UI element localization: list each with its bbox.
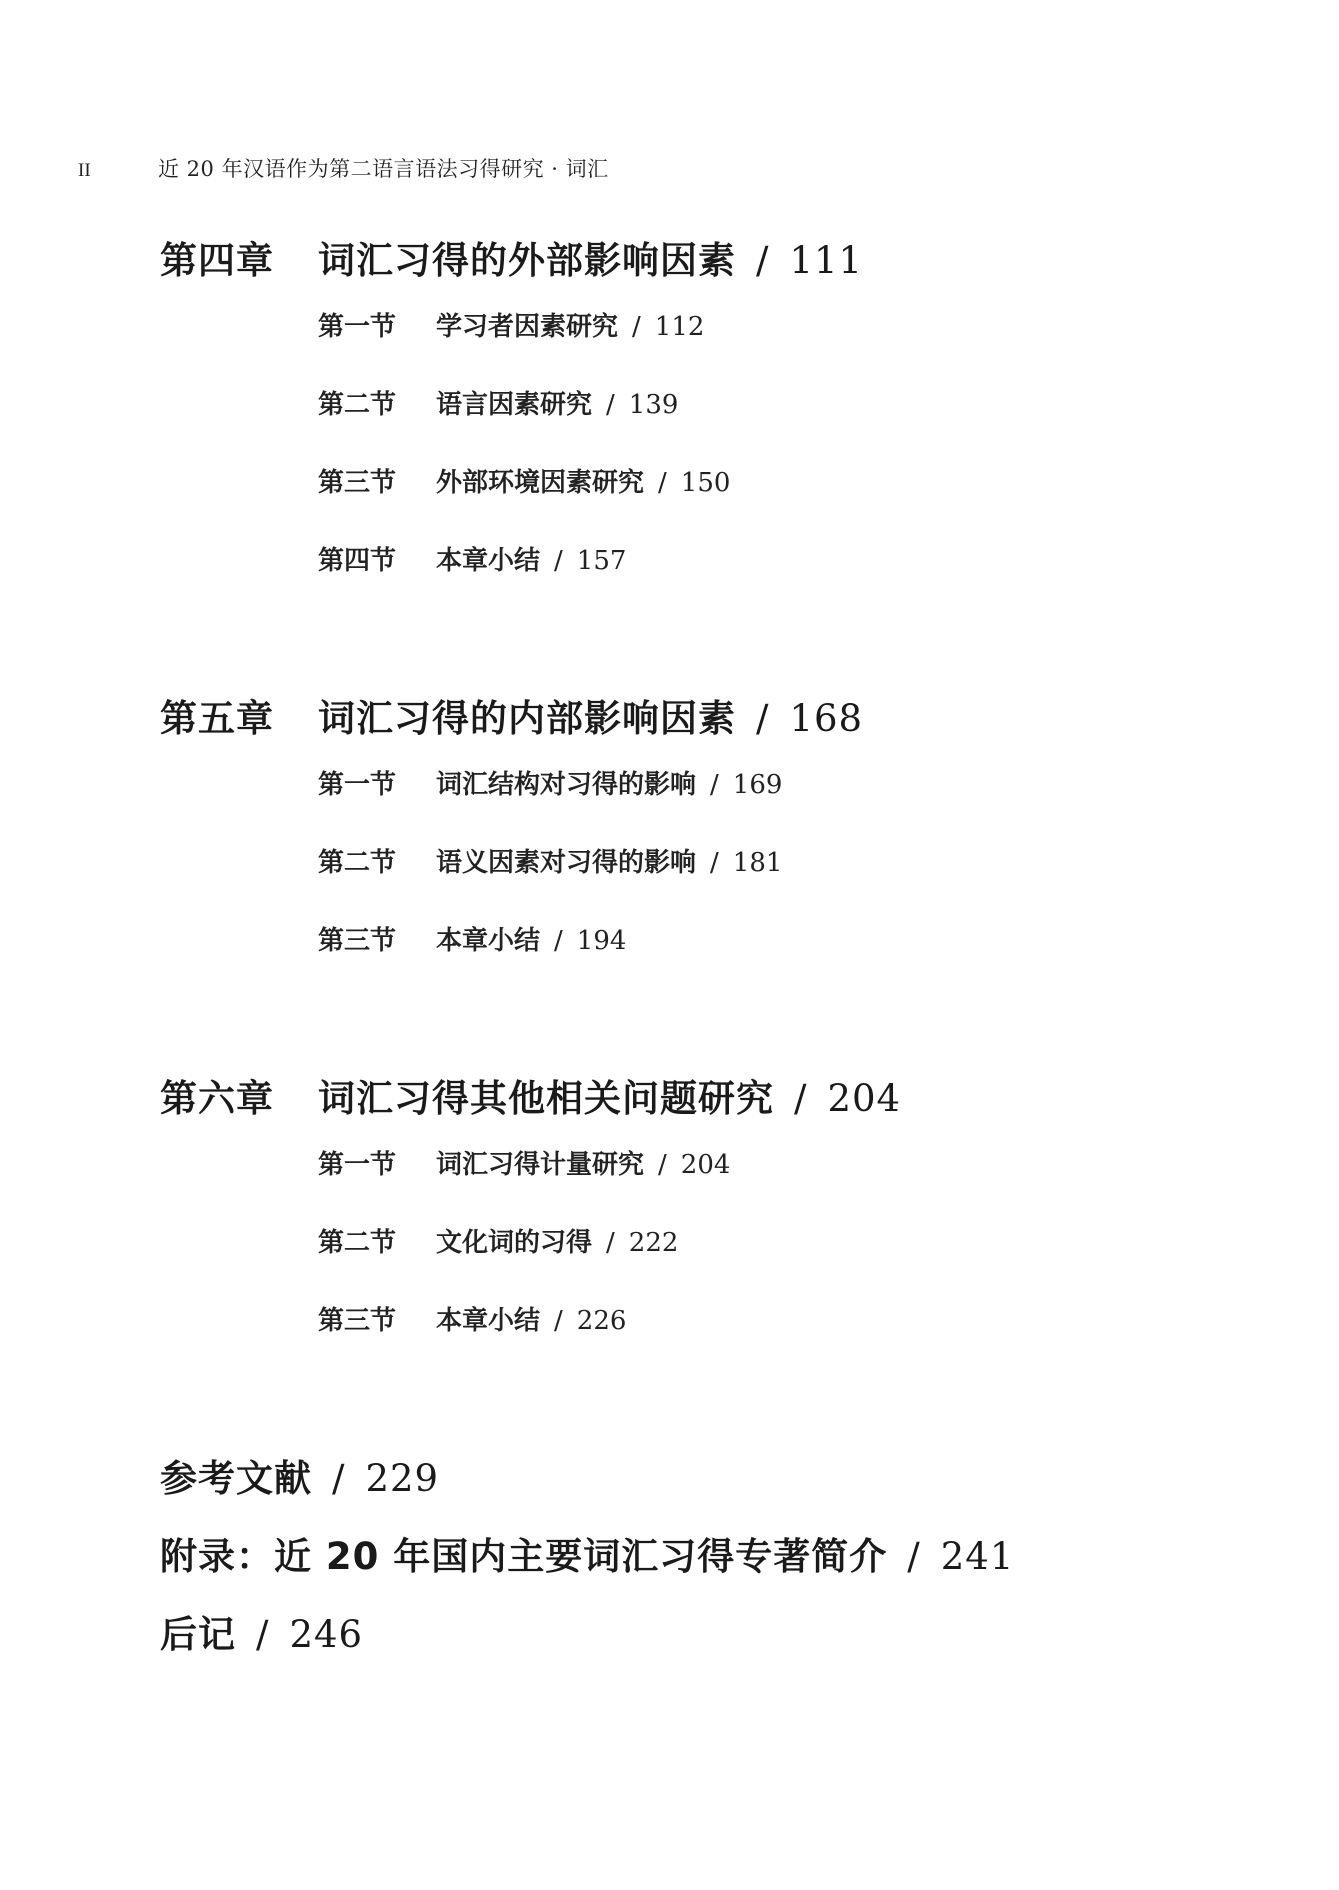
book-title: 近 20 年汉语作为第二语言语法习得研究 · 词汇 <box>158 157 609 181</box>
section-title: 词汇习得计量研究 <box>436 1150 645 1180</box>
entry-title: 附录：近 20 年国内主要词汇习得专著简介 <box>160 1535 888 1578</box>
entry-page: 241 <box>940 1535 1015 1578</box>
section-number: 第二节 <box>318 848 397 878</box>
section-entry[interactable] <box>318 764 1260 842</box>
entry-page: 229 <box>365 1457 440 1500</box>
section-list <box>318 306 1260 618</box>
section-entry[interactable] <box>318 540 1260 618</box>
separator: / <box>632 312 641 342</box>
back-matter-entry-appendix[interactable] <box>160 1526 1260 1604</box>
section-number: 第三节 <box>318 1306 397 1336</box>
section-page: 157 <box>576 546 627 576</box>
chapter-heading[interactable] <box>160 1068 1260 1128</box>
section-entry[interactable] <box>318 306 1260 384</box>
page-number: II <box>78 160 91 181</box>
separator: / <box>658 1150 667 1180</box>
section-list <box>318 764 1260 998</box>
separator: / <box>794 1077 808 1120</box>
section-page: 181 <box>732 848 783 878</box>
back-matter-entry-afterword[interactable] <box>160 1604 1260 1682</box>
separator: / <box>554 546 563 576</box>
chapter-title: 词汇习得其他相关问题研究 <box>318 1077 774 1120</box>
separator: / <box>710 770 719 800</box>
separator: / <box>256 1613 270 1656</box>
section-number: 第四节 <box>318 546 397 576</box>
separator: / <box>554 1306 563 1336</box>
section-title: 语言因素研究 <box>436 390 593 420</box>
section-entry[interactable] <box>318 462 1260 540</box>
section-entry[interactable] <box>318 920 1260 998</box>
section-number: 第一节 <box>318 1150 397 1180</box>
chapter-page: 111 <box>789 239 864 282</box>
table-of-contents <box>160 230 1260 1682</box>
section-number: 第一节 <box>318 770 397 800</box>
section-title: 语义因素对习得的影响 <box>436 848 697 878</box>
entry-title: 参考文献 <box>160 1457 312 1500</box>
section-entry[interactable] <box>318 384 1260 462</box>
separator: / <box>332 1457 346 1500</box>
section-title: 词汇结构对习得的影响 <box>436 770 697 800</box>
section-title: 本章小结 <box>436 926 541 956</box>
section-number: 第二节 <box>318 390 397 420</box>
separator: / <box>710 848 719 878</box>
section-page: 222 <box>628 1228 679 1258</box>
chapter-number: 第六章 <box>160 1077 274 1120</box>
section-entry[interactable] <box>318 1222 1260 1300</box>
separator: / <box>907 1535 921 1578</box>
separator: / <box>756 239 770 282</box>
chapter-page: 204 <box>827 1077 902 1120</box>
section-entry[interactable] <box>318 1300 1260 1378</box>
section-page: 169 <box>732 770 783 800</box>
separator: / <box>756 697 770 740</box>
section-page: 139 <box>628 390 679 420</box>
section-entry[interactable] <box>318 1144 1260 1222</box>
section-page: 204 <box>680 1150 731 1180</box>
chapter-5 <box>160 688 1260 998</box>
running-head <box>78 154 609 186</box>
entry-page: 246 <box>289 1613 364 1656</box>
chapter-title: 词汇习得的外部影响因素 <box>318 239 736 282</box>
chapter-heading[interactable] <box>160 688 1260 748</box>
chapter-heading[interactable] <box>160 230 1260 290</box>
section-page: 112 <box>654 312 705 342</box>
chapter-6 <box>160 1068 1260 1378</box>
section-page: 150 <box>680 468 731 498</box>
section-page: 194 <box>576 926 627 956</box>
separator: / <box>606 390 615 420</box>
section-entry[interactable] <box>318 842 1260 920</box>
section-number: 第一节 <box>318 312 397 342</box>
section-title: 外部环境因素研究 <box>436 468 645 498</box>
back-matter-entry-references[interactable] <box>160 1448 1260 1526</box>
chapter-number: 第四章 <box>160 239 274 282</box>
section-list <box>318 1144 1260 1378</box>
chapter-4 <box>160 230 1260 618</box>
section-title: 本章小结 <box>436 546 541 576</box>
separator: / <box>606 1228 615 1258</box>
chapter-title: 词汇习得的内部影响因素 <box>318 697 736 740</box>
section-number: 第二节 <box>318 1228 397 1258</box>
separator: / <box>554 926 563 956</box>
back-matter <box>160 1448 1260 1682</box>
separator: / <box>658 468 667 498</box>
section-number: 第三节 <box>318 468 397 498</box>
section-page: 226 <box>576 1306 627 1336</box>
section-title: 本章小结 <box>436 1306 541 1336</box>
chapter-number: 第五章 <box>160 697 274 740</box>
section-number: 第三节 <box>318 926 397 956</box>
entry-title: 后记 <box>160 1613 236 1656</box>
section-title: 文化词的习得 <box>436 1228 593 1258</box>
chapter-page: 168 <box>789 697 864 740</box>
section-title: 学习者因素研究 <box>436 312 619 342</box>
